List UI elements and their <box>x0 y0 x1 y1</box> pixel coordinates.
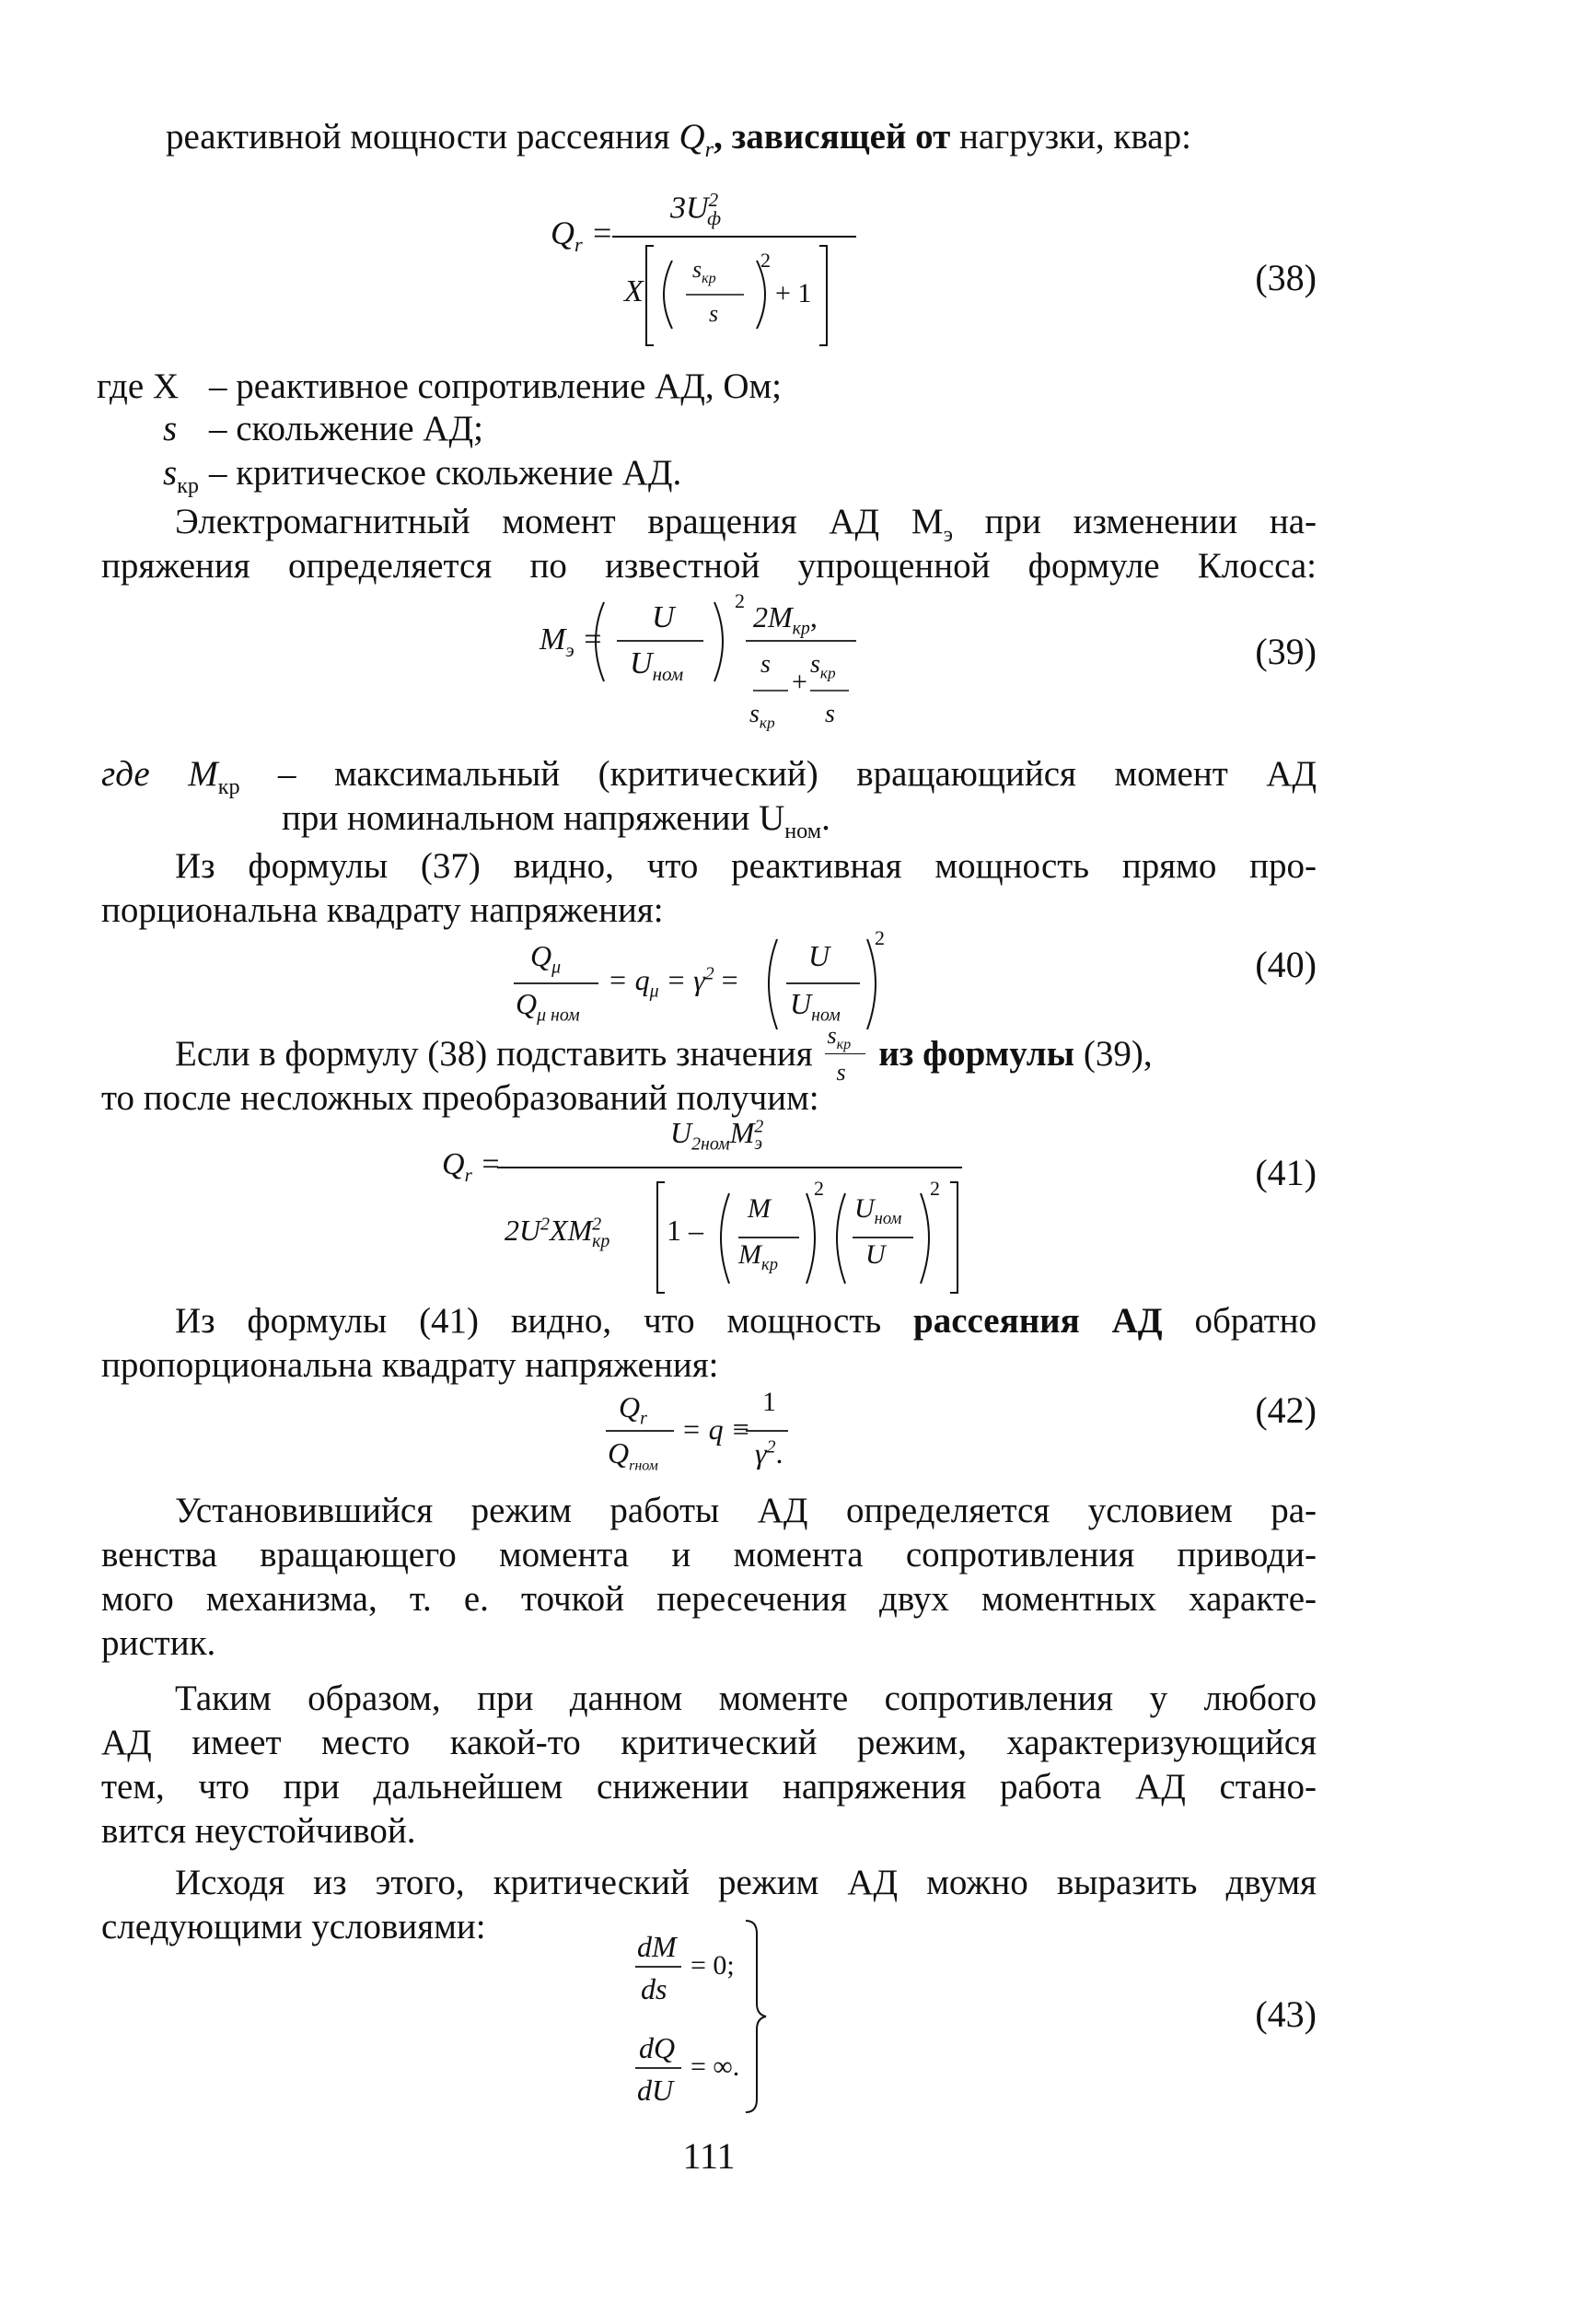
where39-line-1: где $M_{кр}$ – максимальный (критический) вращающийся момент АД <box>101 754 1317 799</box>
eq41-f2-den: U <box>865 1239 886 1270</box>
eq39-den-a-num: s <box>760 650 771 679</box>
eq40-mid: = $q_\mu = \gamma^2$ = <box>608 963 738 1002</box>
where38-item-2: s – скольжение АД; <box>163 409 483 448</box>
eq38-den-frac-den: s <box>709 300 719 327</box>
eq39-frac-den: $U_{ном}$ <box>630 646 684 685</box>
para4-line-2: пропорциональна квадрату напряжения: <box>101 1345 719 1385</box>
eq38-lhs: $Q_r$ = <box>551 215 613 257</box>
eq40-exp: 2 <box>875 926 885 949</box>
para2-line-2: порциональна квадрату напряжения: <box>101 890 664 930</box>
eq41-lhs: $Q_r$ = <box>442 1147 502 1186</box>
eq41-f1-num: M <box>748 1193 771 1224</box>
where38-item-3: $s_{кр}$ – критическое скольжение АД. <box>163 453 682 498</box>
eq39-number: (39) <box>1255 631 1317 672</box>
eq41-one-minus: 1 – <box>667 1214 703 1247</box>
page-number: 111 <box>682 2135 736 2177</box>
intro-bold: , зависящей от <box>714 117 951 157</box>
equation-39-graphic <box>534 589 902 746</box>
eq41-f1-den: $M_{кр}$ <box>738 1239 778 1274</box>
eq43-number: (43) <box>1255 1993 1317 2035</box>
eq38-den-x: X <box>624 274 644 308</box>
eq42-den: $Q_{rном}$ <box>608 1436 658 1474</box>
para6-line-3: тем, что при дальнейшем снижении напряжения работа АД стано- <box>101 1767 1317 1807</box>
eq40-f-num: U <box>808 939 830 972</box>
eq43-b-rhs: = ∞. <box>691 2051 740 2082</box>
eq41-num: $U_{2ном}M^2_э$ <box>670 1116 764 1155</box>
para3-line-2: то после несложных преобразований получим: <box>101 1078 819 1118</box>
eq42-f-den: $\gamma^2$. <box>755 1436 783 1470</box>
para6-line-2: АД имеет место какой-то критический режим, характеризующийся <box>101 1723 1317 1762</box>
eq43-a-num: dM <box>637 1930 677 1963</box>
eq38-number: (38) <box>1255 257 1317 298</box>
eq39-den-b-num: $s_{кр}$ <box>810 650 836 682</box>
where38-item-1: где X – реактивное сопротивление АД, Ом; <box>97 366 783 406</box>
eq41-exp-1: 2 <box>814 1177 824 1200</box>
para4-line-1: Из формулы (41) видно, что мощность рассеяния АД обратно <box>175 1301 1317 1341</box>
eq41-exp-2: 2 <box>930 1177 940 1200</box>
para6-line-1: Таким образом, при данном моменте сопротивления у любого <box>175 1679 1317 1718</box>
eq42-f-num: 1 <box>762 1387 776 1417</box>
intro-symbol: Q <box>679 117 705 157</box>
eq43-b-num: dQ <box>639 2031 676 2064</box>
eq39-frac-num: U <box>652 600 675 634</box>
eq38-den-frac-num: $s_{кр}$ <box>692 256 716 287</box>
where39-line-2: при номинальном напряжении $U_{ном}$. <box>282 798 830 843</box>
para7-line-1: Исходя из этого, критический режим АД можно выразить двумя <box>175 1863 1317 1902</box>
eq42-mid: = q ≡ <box>681 1412 751 1446</box>
para1-line-2: пряжения определяется по известной упрощенной формуле Клосса: <box>101 546 1317 586</box>
eq41-f2-num: $U_{ном}$ <box>854 1193 902 1228</box>
eq39-den-b-den: s <box>825 700 835 728</box>
eq41-number: (41) <box>1255 1152 1317 1193</box>
para5-line-3: мого механизма, т. е. точкой пересечения двух моментных характе- <box>101 1579 1317 1619</box>
eq38-exp: 2 <box>760 249 771 272</box>
eq40-num: $Q_\mu$ <box>530 939 562 978</box>
eq39-den-plus: + <box>792 667 807 697</box>
eq43-a-rhs: = 0; <box>691 1950 735 1981</box>
para5-line-1: Установившийся режим работы АД определяется условием ра- <box>175 1491 1317 1530</box>
eq38-numerator: $3U^2_ф$ <box>670 189 722 230</box>
para1-line-1: Электромагнитный момент вращения АД $M_э$ при изменении на- <box>175 502 1317 547</box>
eq40-den: $Q_{\mu ном}$ <box>516 987 580 1026</box>
para2-line-1: Из формулы (37) видно, что реактивная мощность прямо про- <box>175 846 1317 886</box>
eq39-exp: 2 <box>735 589 745 612</box>
para6-line-4: вится неустойчивой. <box>101 1811 416 1851</box>
eq39-den-a-den: $s_{кр}$ <box>749 700 775 732</box>
eq39-lhs: $M_э$ = <box>540 622 604 661</box>
intro-line <box>166 116 1317 171</box>
para5-line-4: ристик. <box>101 1623 216 1663</box>
para3-line-1: Если в формулу (38) подставить значения $s_{кр}$ s из формулы (39), <box>175 1022 1153 1086</box>
eq43-b-den: dU <box>637 2074 674 2107</box>
eq41-den-pre: $2U^2XM^2_{кр}$ <box>505 1214 610 1252</box>
eq40-f-den: $U_{ном}$ <box>790 987 841 1026</box>
intro-text-end: нагрузки, квар: <box>950 117 1191 157</box>
intro-text: реактивной мощности рассеяния <box>166 117 679 157</box>
para5-line-2: венства вращающего момента и момента сопротивления приводи- <box>101 1535 1317 1575</box>
eq40-number: (40) <box>1255 944 1317 985</box>
para3-inline-fraction: $s_{кр}$ s <box>821 1039 869 1075</box>
eq42-num: $Q_r$ <box>619 1390 647 1429</box>
intro-symbol-sub: r <box>704 136 714 162</box>
eq39-num2: $2M_{кр}$, <box>753 600 818 639</box>
eq38-plus: + 1 <box>775 278 812 308</box>
eq42-number: (42) <box>1255 1389 1317 1431</box>
eq43-a-den: ds <box>641 1972 667 2005</box>
para7-line-2: следующими условиями: <box>101 1907 486 1946</box>
